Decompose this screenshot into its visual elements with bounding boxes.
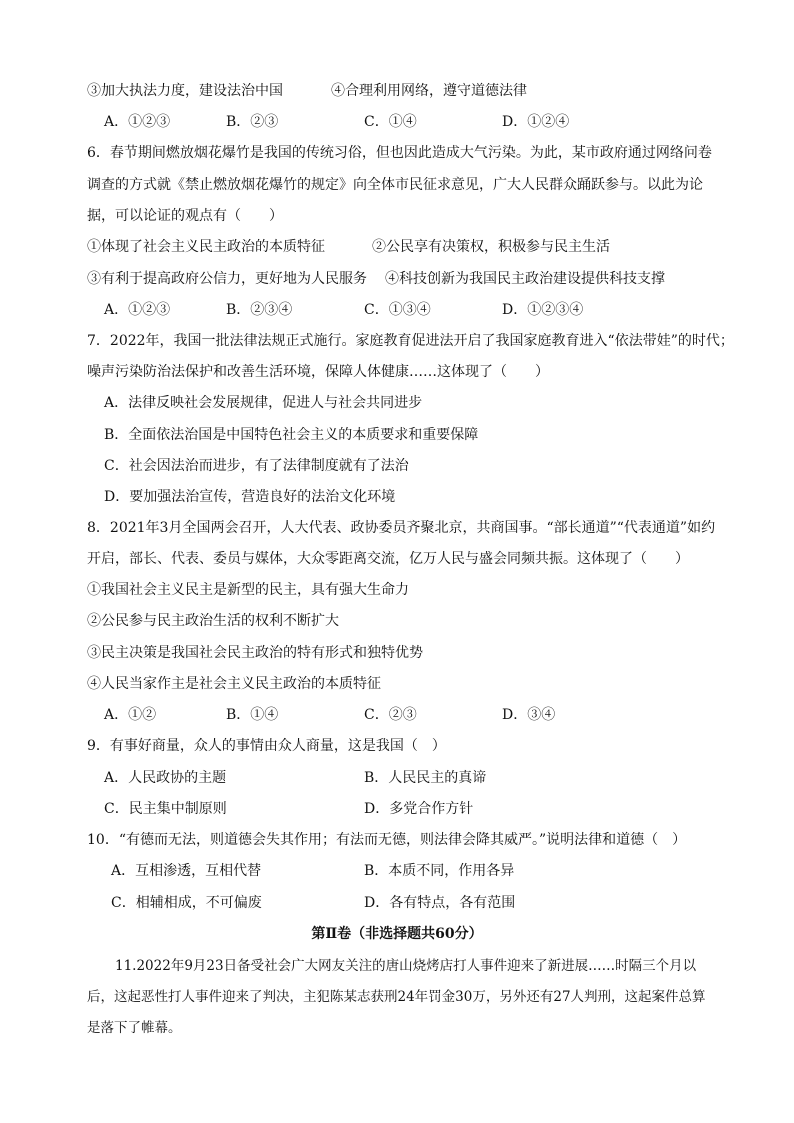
q9-option-c: C．民主集中制原则: [104, 801, 227, 817]
q10-stem: 10．“有德而无法，则道德会失其作用；有法而无德，则法律会降其威严。”说明法律和道德（ ）: [87, 832, 687, 848]
q10-option-a: A．互相渗透，互相代替: [111, 863, 262, 879]
q7-stem-line-2: 噪声污染防治法保护和改善生活环境，保障人体健康……这体现了（ ）: [87, 364, 549, 380]
q5-option-a: A．①②③: [104, 114, 171, 130]
q9-option-b: B．人民民主的真谛: [364, 770, 487, 786]
q5-option-d: D．①②④: [502, 114, 570, 130]
q5-statement-3: ③加大执法力度，建设法治中国: [87, 83, 283, 99]
q5-statement-4: ④合理利用网络，遵守道德法律: [331, 83, 527, 99]
q8-statement-2: ②公民参与民主政治生活的权利不断扩大: [87, 613, 339, 629]
q6-option-a: A．①②③: [104, 302, 171, 318]
q8-stem-line-2: 开启，部长、代表、委员与媒体，大众零距离交流，亿万人民与盛会同频共振。这体现了（ ）: [87, 551, 689, 567]
q6-stem-line-3: 据，可以论证的观点有（ ）: [87, 208, 283, 224]
q10-option-b: B．本质不同，作用各异: [364, 863, 515, 879]
q5-option-b: B．②③: [226, 114, 279, 130]
q8-stem-line-1: 8．2021年3月全国两会召开，人大代表、政协委员齐聚北京，共商国事。“部长通道”“代表通道”如约: [87, 520, 716, 536]
q8-option-b: B．①④: [226, 707, 279, 723]
q10-option-d: D．各有特点，各有范围: [364, 895, 516, 911]
q9-stem: 9．有事好商量，众人的事情由众人商量，这是我国（ ）: [87, 738, 446, 754]
q6-statement-1: ①体现了社会主义民主政治的本质特征: [87, 239, 325, 255]
q11-paragraph: 11.2022年9月23日备受社会广大网友关注的唐山烧烤店打人事件迎来了新进展……时隔三个月以后，这起恶性打人事件迎来了判决，主犯陈某志获刑24年罚金30万，另外还有27人判刑，这起案件总算是落下了帷幕。: [87, 958, 706, 1036]
q7-option-d: D．要加强法治宣传，营造良好的法治文化环境: [104, 489, 396, 505]
q9-option-d: D．多党合作方针: [364, 801, 474, 817]
q6-stem-line-1: 6．春节期间燃放烟花爆竹是我国的传统习俗，但也因此造成大气污染。为此，某市政府通过网络问卷: [87, 145, 712, 161]
q6-statement-3: ③有利于提高政府公信力，更好地为人民服务: [87, 271, 367, 287]
q8-statement-4: ④人民当家作主是社会主义民主政治的本质特征: [87, 676, 381, 692]
q8-option-c: C．②③: [364, 707, 417, 723]
q6-statement-4: ④科技创新为我国民主政治建设提供科技支撑: [385, 271, 665, 287]
q6-statement-2: ②公民享有决策权，积极参与民主生活: [372, 239, 610, 255]
q9-option-a: A．人民政协的主题: [104, 770, 227, 786]
q6-option-b: B．②③④: [226, 302, 293, 318]
q8-statement-3: ③民主决策是我国社会民主政治的特有形式和独特优势: [87, 645, 423, 661]
q6-stem-line-2: 调查的方式就《禁止燃放烟花爆竹的规定》向全体市民征求意见，广大人民群众踊跃参与。以此为论: [87, 177, 703, 193]
q10-option-c: C．相辅相成，不可偏废: [111, 895, 262, 911]
q5-option-c: C．①④: [364, 114, 417, 130]
q7-option-c: C．社会因法治而进步，有了法律制度就有了法治: [104, 458, 409, 474]
q8-option-d: D．③④: [502, 707, 556, 723]
q7-option-a: A．法律反映社会发展规律，促进人与社会共同进步: [104, 395, 423, 411]
q7-stem-line-1: 7．2022年，我国一批法律法规正式施行。家庭教育促进法开启了我国家庭教育进入“依法带娃”的时代；: [87, 333, 734, 349]
q8-statement-1: ①我国社会主义民主是新型的民主，具有强大生命力: [87, 582, 409, 598]
q8-option-a: A．①②: [104, 707, 157, 723]
q6-option-c: C．①③④: [364, 302, 431, 318]
section-2-heading: 第Ⅱ卷（非选择题共60分）: [311, 926, 483, 942]
q6-option-d: D．①②③④: [502, 302, 584, 318]
q7-option-b: B．全面依法治国是中国特色社会主义的本质要求和重要保障: [104, 427, 479, 443]
